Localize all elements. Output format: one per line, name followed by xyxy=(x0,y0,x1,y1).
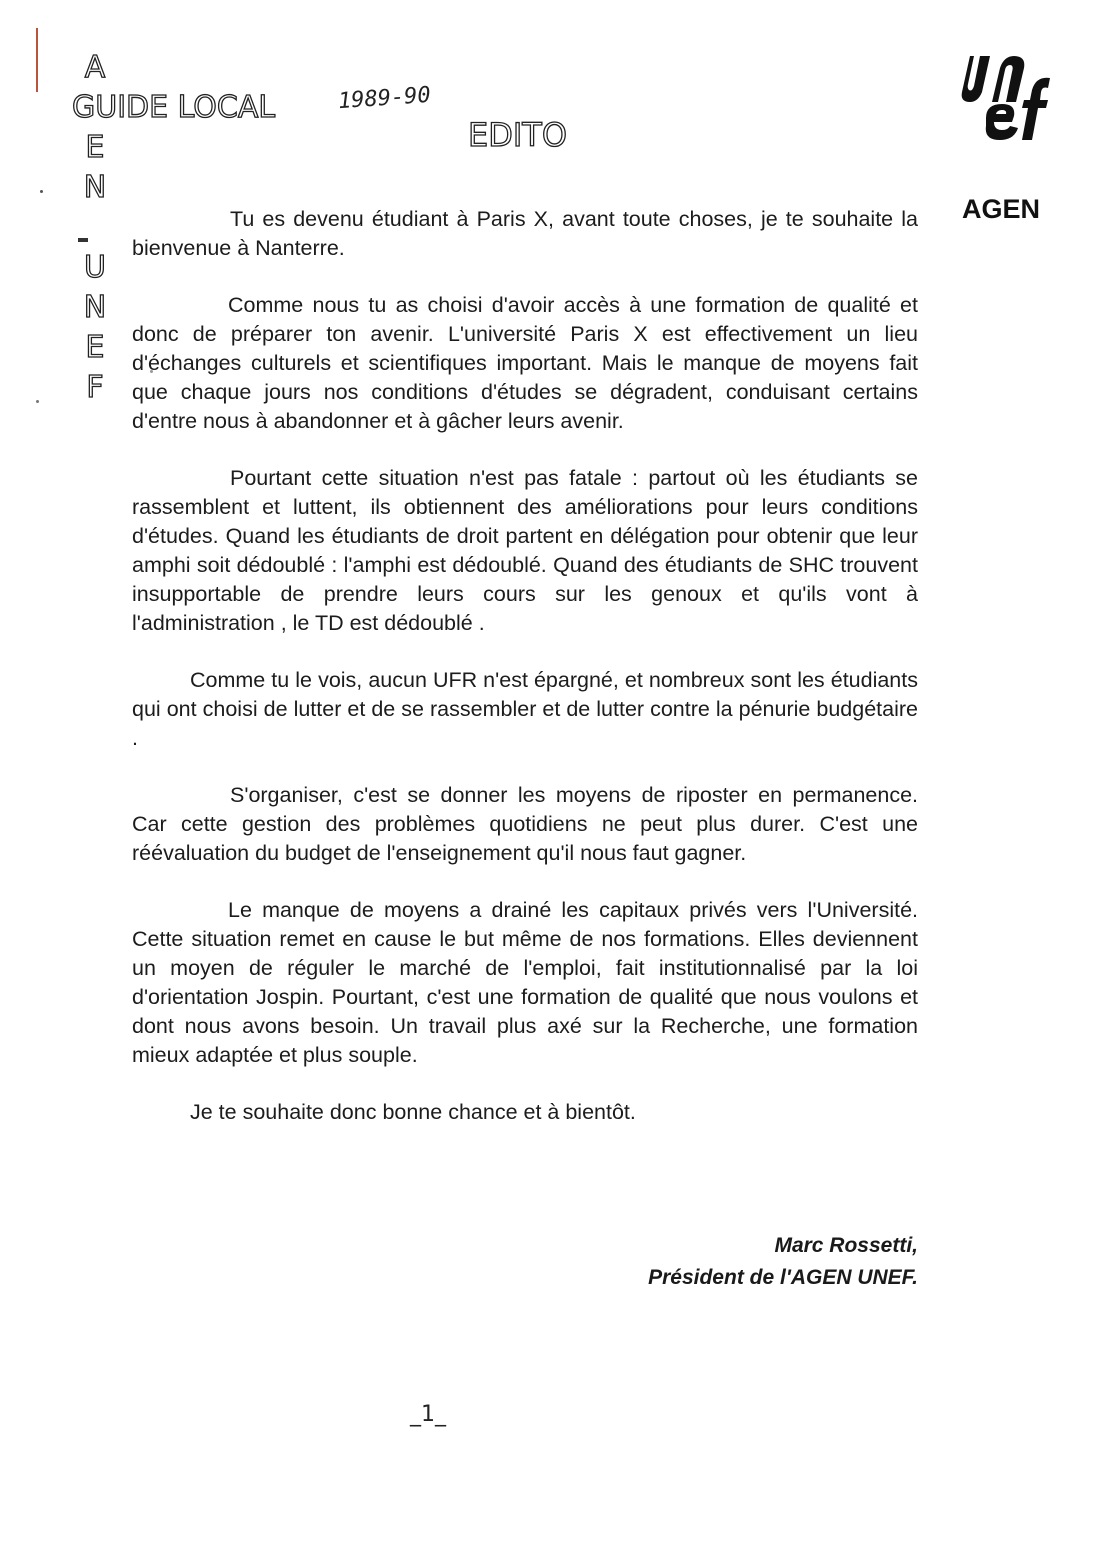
scan-speck xyxy=(36,400,39,403)
body-paragraph: Tu es devenu étudiant à Paris X, avant toute choses, je te souhaite la bienvenue à Nanterre. xyxy=(132,207,918,260)
scan-speck xyxy=(40,190,43,193)
closing-line: Je te souhaite donc bonne chance et à bientôt. xyxy=(190,1100,636,1124)
signature-role: Président de l'AGEN UNEF. xyxy=(648,1266,918,1289)
edito-title: EDITO xyxy=(468,116,568,154)
unef-logo-icon xyxy=(952,48,1052,148)
vertical-letter: N xyxy=(83,290,107,325)
signature-name: Marc Rossetti, xyxy=(774,1234,918,1257)
guide-title: GUIDE LOCAL xyxy=(72,90,276,125)
signature xyxy=(648,1230,918,1294)
vertical-letter: E xyxy=(85,130,105,165)
body-paragraph: S'organiser, c'est se donner les moyens de riposter en permanence. Car cette gestion des problèmes quotidiens ne peut plus durer. C'est une réévaluation du budget de l'enseignement qu'il nous faut gagner. xyxy=(132,783,918,865)
vertical-gap xyxy=(80,208,110,248)
body-paragraph: Comme tu le vois, aucun UFR n'est épargné, et nombreux sont les étudiants qui ont choisi de lutter et de se rassembler et de lutter contre la pénurie budgétaire . xyxy=(132,668,918,750)
logo-caption: AGEN xyxy=(962,194,1041,224)
handwritten-year: 1989-90 xyxy=(337,82,432,115)
vertical-letter: U xyxy=(84,250,106,285)
body-paragraph: Le manque de moyens a drainé les capitaux privés vers l'Université. Cette situation remet en cause le but même de nos formations. Elles deviennent un moyen de réguler le marché de l'emploi, fait institutionnalisé par la loi d'orientation Jospin. Pourtant, c'est une formation de qualité que nous voulons et dont nous avons besoin. Un travail plus axé sur la Recherche, une formation mieux adaptée et plus souple. xyxy=(132,898,918,1067)
unef-agen-logo xyxy=(952,48,1062,224)
edito-body xyxy=(132,205,918,1155)
scan-mark xyxy=(36,28,38,92)
page-number: _1_ xyxy=(410,1402,446,1427)
vertical-letter: A xyxy=(84,50,106,85)
body-paragraph: Comme nous tu as choisi d'avoir accès à une formation de qualité et donc de préparer ton avenir. L'université Paris X est effectivement un lieu d'échanges culturels et scientifiques important. Mais le manque de moyens fait que chaque jours nos conditions d'études se dégradent, conduisant certains d'entre nous à abandonner et à gâcher leurs avenir. xyxy=(132,293,918,433)
vertical-letter: E xyxy=(85,330,105,365)
vertical-letter: N xyxy=(83,170,107,205)
vertical-letter: F xyxy=(86,370,104,405)
body-paragraph: Pourtant cette situation n'est pas fatale : partout où les étudiants se rassemblent et luttent, ils obtiennent des améliorations pour leurs conditions d'études. Quand les étudiants de droit partent en délégation pour obtenir que leur amphi soit dédoublé : l'amphi est dédoublé. Quand des étudiants de SHC trouvent insupportable de prendre leurs cours sur les genoux et qu'ils vont à l'administration , le TD est dédoublé . xyxy=(132,466,918,635)
vertical-dash xyxy=(78,238,88,242)
